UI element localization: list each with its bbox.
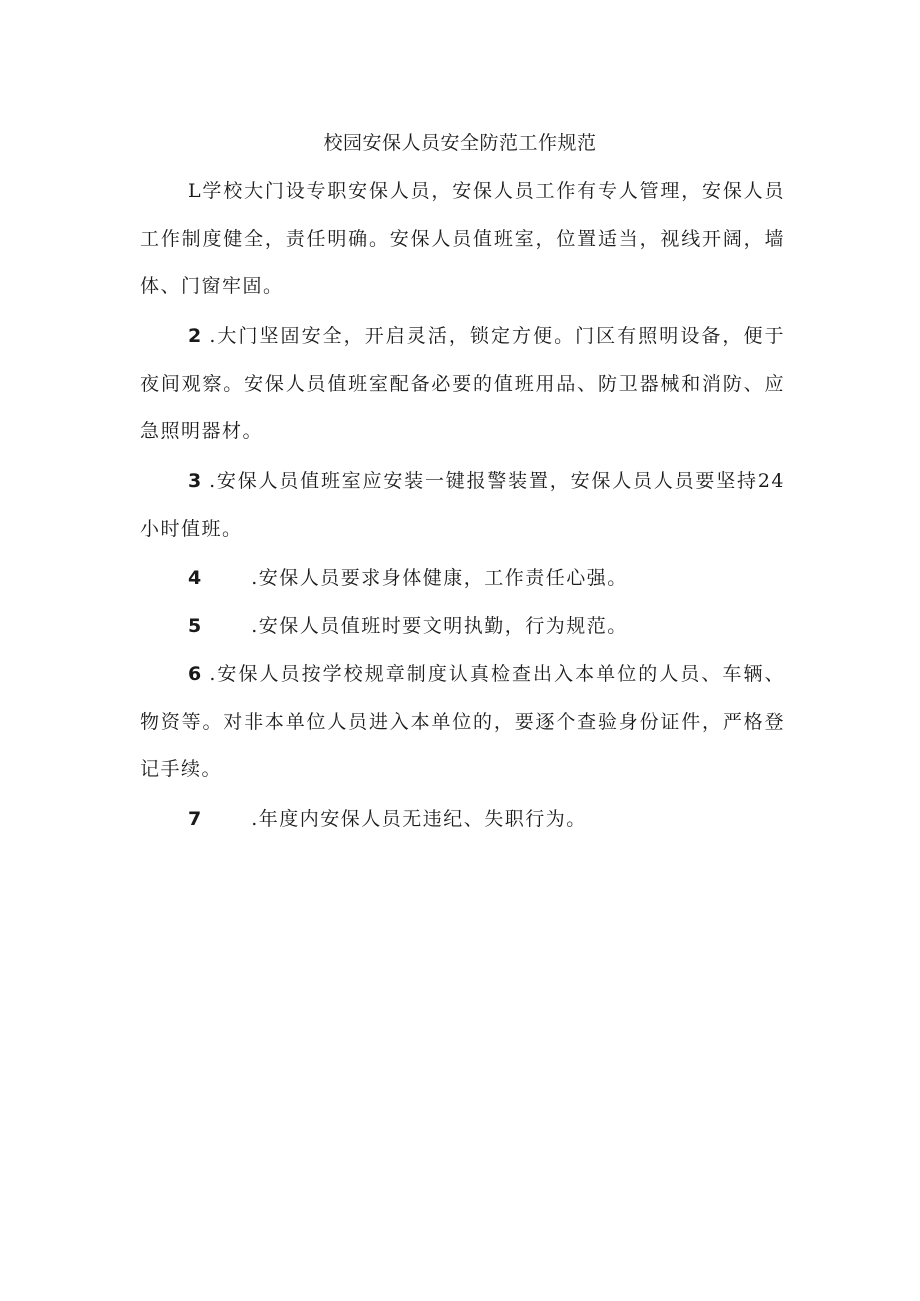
paragraph-text: L学校大门设专职安保人员，安保人员工作有专人管理，安保人员工作制度健全，责任明确。安保人员值班室，位置适当，视线开阔，墙体、门窗牢固。 [140, 180, 785, 297]
paragraph-5 [140, 603, 785, 651]
paragraph-number: 5 [188, 615, 202, 637]
paragraph-number: 7 [188, 808, 202, 830]
paragraph-text: .安保人员值班时要文明执勤，行为规范。 [251, 615, 628, 637]
paragraph-number: 6 [188, 663, 202, 685]
paragraph-text: .大门坚固安全，开启灵活，锁定方便。门区有照明设备，便于夜间观察。安保人员值班室配备必要的值班用品、防卫器械和消防、应急照明器材。 [140, 325, 785, 442]
paragraph-4 [140, 555, 785, 603]
paragraph-number: 4 [188, 567, 202, 589]
paragraph-number: 3 [188, 470, 202, 492]
paragraph-2 [140, 313, 785, 456]
paragraph-text: .安保人员要求身体健康，工作责任心强。 [251, 567, 628, 589]
paragraph-number: 2 [188, 325, 202, 347]
paragraph-text: .安保人员按学校规章制度认真检查出入本单位的人员、车辆、物资等。对非本单位人员进入本单位的，要逐个查验身份证件，严格登记手续。 [140, 663, 785, 780]
paragraph-1 [140, 168, 785, 311]
document-title: 校园安保人员安全防范工作规范 [323, 132, 597, 154]
paragraph-3 [140, 458, 785, 553]
paragraph-text: .安保人员值班室应安装一键报警装置，安保人员人员要坚持24小时值班。 [140, 470, 785, 540]
paragraph-7 [140, 796, 785, 844]
paragraph-text: .年度内安保人员无违纪、失职行为。 [251, 808, 587, 830]
paragraph-6 [140, 651, 785, 794]
